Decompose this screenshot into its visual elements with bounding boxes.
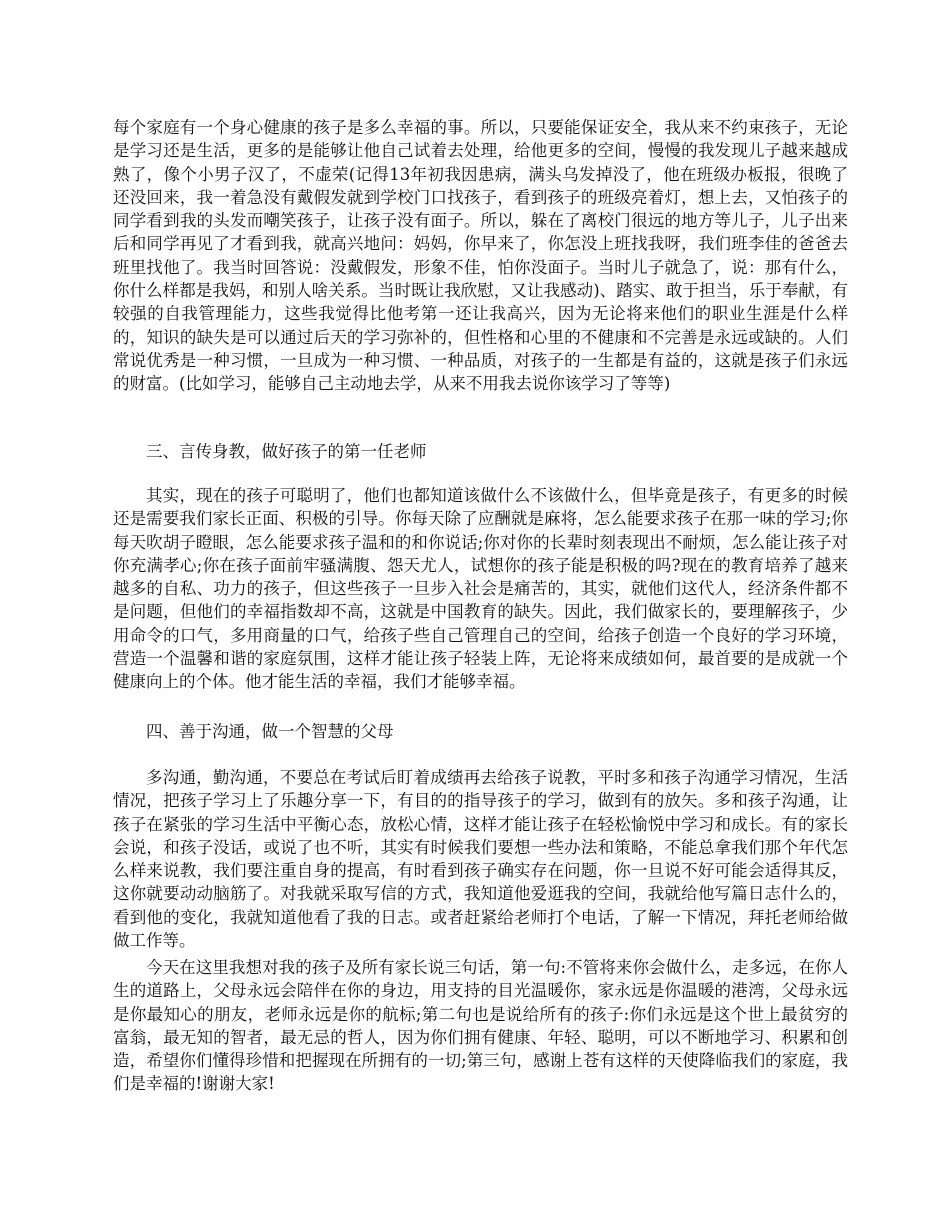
- paragraph-closing-words: 今天在这里我想对我的孩子及所有家长说三句话，第一句:不管将来你会做什么，走多远，在你人生的道路上，父母永远会陪伴在你的身边，用支持的目光温暖你，家永远是你温暖的港湾，父母永远是你最知心的朋友，老师永远是你的航标;第二句也是说给所有的孩子:你们永远是这个世上最贫穷的富翁，最无知的智者，最无忌的哲人，因为你们拥有健康、年轻、聪明，可以不断地学习、积累和创造，希望你们懂得珍惜和把握现在所拥有的一切;第三句，感谢上苍有这样的天使降临我们的家庭，我们是幸福的!谢谢大家!: [113, 958, 848, 1094]
- paragraph-lead-by-example: 其实，现在的孩子可聪明了，他们也都知道该做什么不该做什么，但毕竟是孩子，有更多的时候还是需要我们家长正面、积极的引导。你每天除了应酬就是麻将，怎么能要求孩子在那一味的学习;你每天吹胡子瞪眼，怎么能要求孩子温和的和你说话;你对你的长辈时刻表现出不耐烦，怎么能让孩子对你充满孝心;你在孩子面前牢骚满腹、怨天尤人，试想你的孩子能是积极的吗?现在的教育培养了越来越多的自私、功力的孩子，但这些孩子一旦步入社会是痛苦的，其实，就他们这代人，经济条件都不是问题，但他们的幸福指数却不高，这就是中国教育的缺失。因此，我们做家长的，要理解孩子，少用命令的口气，多用商量的口气，给孩子些自己管理自己的空间，给孩子创造一个良好的学习环境，营造一个温馨和谐的家庭氛围，这样才能让孩子轻装上阵，无论将来成绩如何，最首要的是成就一个健康向上的个体。他才能生活的幸福，我们才能够幸福。: [113, 486, 848, 692]
- paragraph-communication: 多沟通，勤沟通，不要总在考试后盯着成绩再去给孩子说教，平时多和孩子沟通学习情况，生活情况，把孩子学习上了乐趣分享一下，有目的的指导孩子的学习，做到有的放矢。多和孩子沟通，让孩子在紧张的学习生活中平衡心态，放松心情，这样才能让孩子在轻松愉悦中学习和成长。有的家长会说，和孩子没话，或说了也不听，其实有时候我们要想一些办法和策略，不能总拿我们那个年代怎么样来说教，我们要注重自身的提高，有时看到孩子确实存在问题，你一旦说不好可能会适得其反，这你就要动动脑筋了。对我就采取写信的方式，我知道他爱逛我的空间，我就给他写篇日志什么的，看到他的变化，我就知道他看了我的日志。或者赶紧给老师打个电话，了解一下情况，拜托老师给做做工作等。: [113, 768, 848, 951]
- section-heading-4: 四、善于沟通，做一个智慧的父母: [146, 722, 394, 741]
- section-heading-3: 三、言传身教，做好孩子的第一任老师: [146, 442, 427, 461]
- paragraph-children-growth: 每个家庭有一个身心健康的孩子是多么幸福的事。所以，只要能保证安全，我从来不约束孩子，无论是学习还是生活，更多的是能够让他自己试着去处理，给他更多的空间，慢慢的我发现儿子越来越成熟了，像个小男子汉了，不虚荣(记得13年初我因患病，满头乌发掉没了，他在班级办板报，很晚了还没回来，我一着急没有戴假发就到学校门口找孩子，看到孩子的班级亮着灯，想上去，又怕孩子的同学看到我的头发而嘲笑孩子，让孩子没有面子。所以，躲在了离校门很远的地方等儿子，儿子出来后和同学再见了才看到我，就高兴地问：妈妈，你早来了，你怎没上班找我呀，我们班李佳的爸爸去班里找他了。我当时回答说：没戴假发，形象不佳，怕你没面子。当时儿子就急了，说：那有什么，你什么样都是我妈，和别人啥关系。当时既让我欣慰，又让我感动)、踏实、敢于担当，乐于奉献，有较强的自我管理能力，这些我觉得比他考第一还让我高兴，因为无论将来他们的职业生涯是什么样的，知识的缺失是可以通过后天的学习弥补的，但性格和心里的不健康和不完善是永远或缺的。人们常说优秀是一种习惯，一旦成为一种习惯、一种品质，对孩子的一生都是有益的，这就是孩子们永远的财富。(比如学习，能够自己主动地去学，从来不用我去说你该学习了等等): [113, 118, 848, 394]
